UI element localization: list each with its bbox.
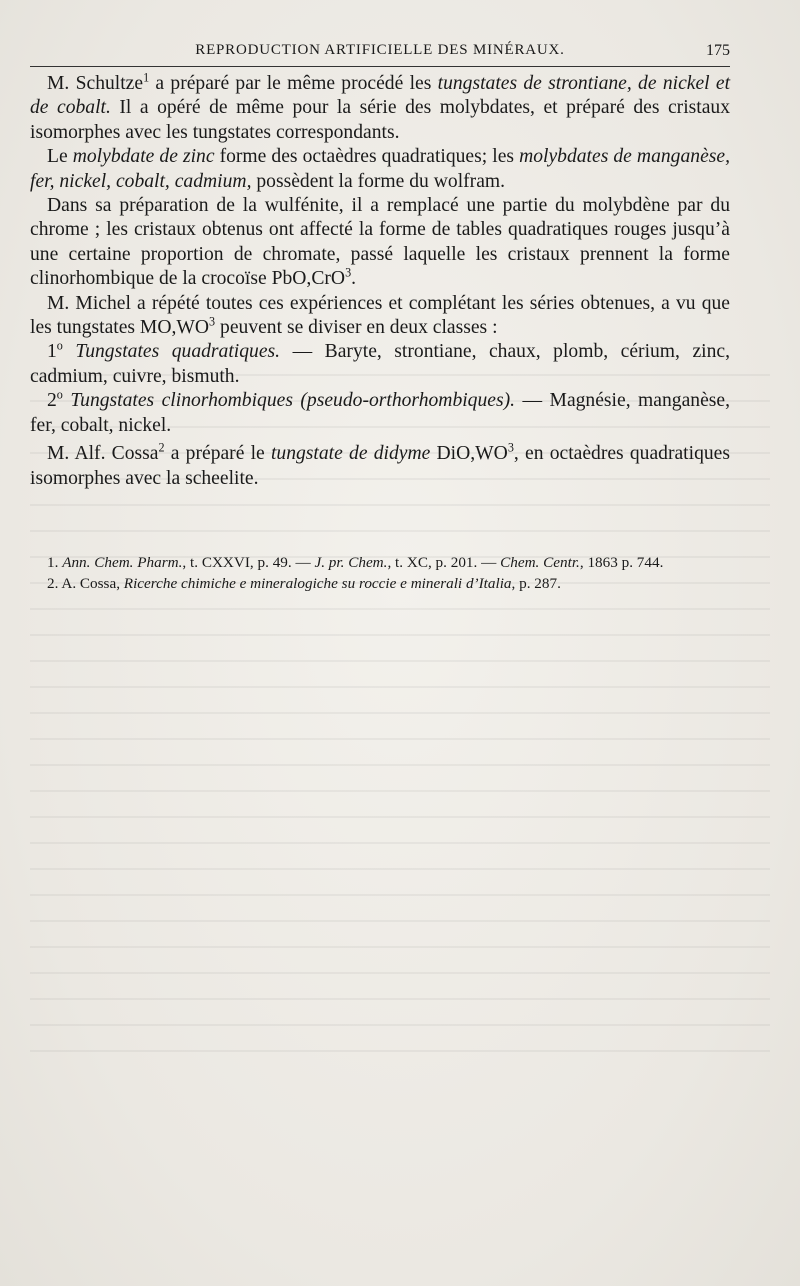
text-run: a préparé par le même procédé les: [149, 73, 438, 94]
superscript: o: [56, 338, 63, 353]
paragraph-wulfenite: [30, 194, 730, 292]
text-run: possèdent la forme du wolfram.: [251, 170, 506, 192]
footnote-footnote-2: [30, 574, 730, 593]
superscript: 3: [507, 440, 514, 455]
footnote-footnote-1: [30, 553, 730, 572]
text-run: 2: [47, 390, 57, 412]
text-run: , t. XC, p. 201. —: [387, 554, 501, 571]
superscript: 3: [345, 265, 352, 280]
italic-text: molybdate de zinc: [72, 146, 215, 168]
text-run: DiO,WO: [430, 443, 508, 465]
text-run: 2. A. Cossa,: [47, 575, 124, 592]
text-run: , en octaèdres quadratiques isomorphes avec la scheelite.: [30, 443, 730, 489]
text-run: , t. CXXVI, p. 49. —: [182, 554, 315, 571]
text-run: M. Alf. Cossa: [47, 443, 159, 465]
italic-text: Ann. Chem. Pharm.: [62, 554, 183, 571]
text-run: .: [351, 268, 357, 290]
paragraph-michel: [30, 292, 730, 341]
paragraph-molybdate: [30, 145, 730, 194]
paragraph-classe-2: [30, 389, 730, 438]
text-run: 1: [47, 341, 57, 363]
italic-text: Ricerche chimiche e mineralogiche su roccie e minerali d’Italia: [123, 575, 512, 592]
text-run: Le: [47, 146, 73, 168]
text-run: Il a opéré de même pour la série des molybdates, et préparé des cristaux isomorphes avec les tungstates correspondants.: [30, 97, 731, 143]
superscript: o: [56, 387, 63, 402]
text-run: , 1863 p. 744.: [579, 554, 664, 571]
text-run: M. Schultze: [47, 73, 144, 94]
footnotes: [30, 553, 730, 593]
superscript: 2: [158, 440, 165, 455]
page-header: [30, 40, 730, 67]
italic-text: Tungstates clinorhombiques (pseudo-orthorhombiques).: [70, 390, 516, 412]
italic-text: Tungstates quadratiques.: [75, 341, 281, 363]
body-text: [30, 72, 730, 491]
text-run: peuvent se diviser en deux classes :: [215, 317, 498, 339]
paragraph-schultze: [30, 72, 730, 145]
text-run: a préparé le: [164, 443, 271, 465]
text-run: — Baryte, strontiane, chaux, plomb, cérium, zinc, cadmium, cuivre, bismuth.: [30, 341, 730, 387]
text-run: — Magnésie, manganèse, fer, cobalt, nickel.: [30, 390, 730, 436]
text-run: Dans sa préparation de la wulfénite, il a remplacé une partie du molybdène par du chrome ; les cristaux obtenus ont affecté la forme de tables quadratiques rouges jusqu’à une certaine proportion de chromate, passé laquelle les cristaux prennent la forme clinorhombique de la crocoïse PbO,CrO: [30, 195, 730, 290]
page-number: 175: [706, 42, 730, 59]
superscript: 3: [209, 314, 216, 329]
italic-text: tungstates de strontiane, de nickel et de cobalt.: [30, 73, 731, 119]
italic-text: Chem. Centr.: [500, 554, 580, 571]
italic-text: J. pr. Chem.: [314, 554, 388, 571]
paragraph-classe-1: [30, 340, 730, 389]
text-run: , p. 287.: [511, 575, 561, 592]
paragraph-cossa: [30, 442, 730, 491]
superscript: 1: [143, 70, 150, 85]
text-run: forme des octaèdres quadratiques; les: [214, 146, 520, 168]
text-run: M. Michel a répété toutes ces expériences et complétant les séries obtenues, a vu que les tungstates MO,WO: [30, 292, 730, 339]
text-run: 1.: [47, 554, 63, 571]
italic-text: molybdates de manganèse, fer, nickel, cobalt, cadmium,: [30, 146, 730, 192]
text-run: [63, 341, 76, 362]
italic-text: tungstate de didyme: [270, 443, 431, 465]
running-title: REPRODUCTION ARTIFICIELLE DES MINÉRAUX.: [195, 42, 565, 58]
